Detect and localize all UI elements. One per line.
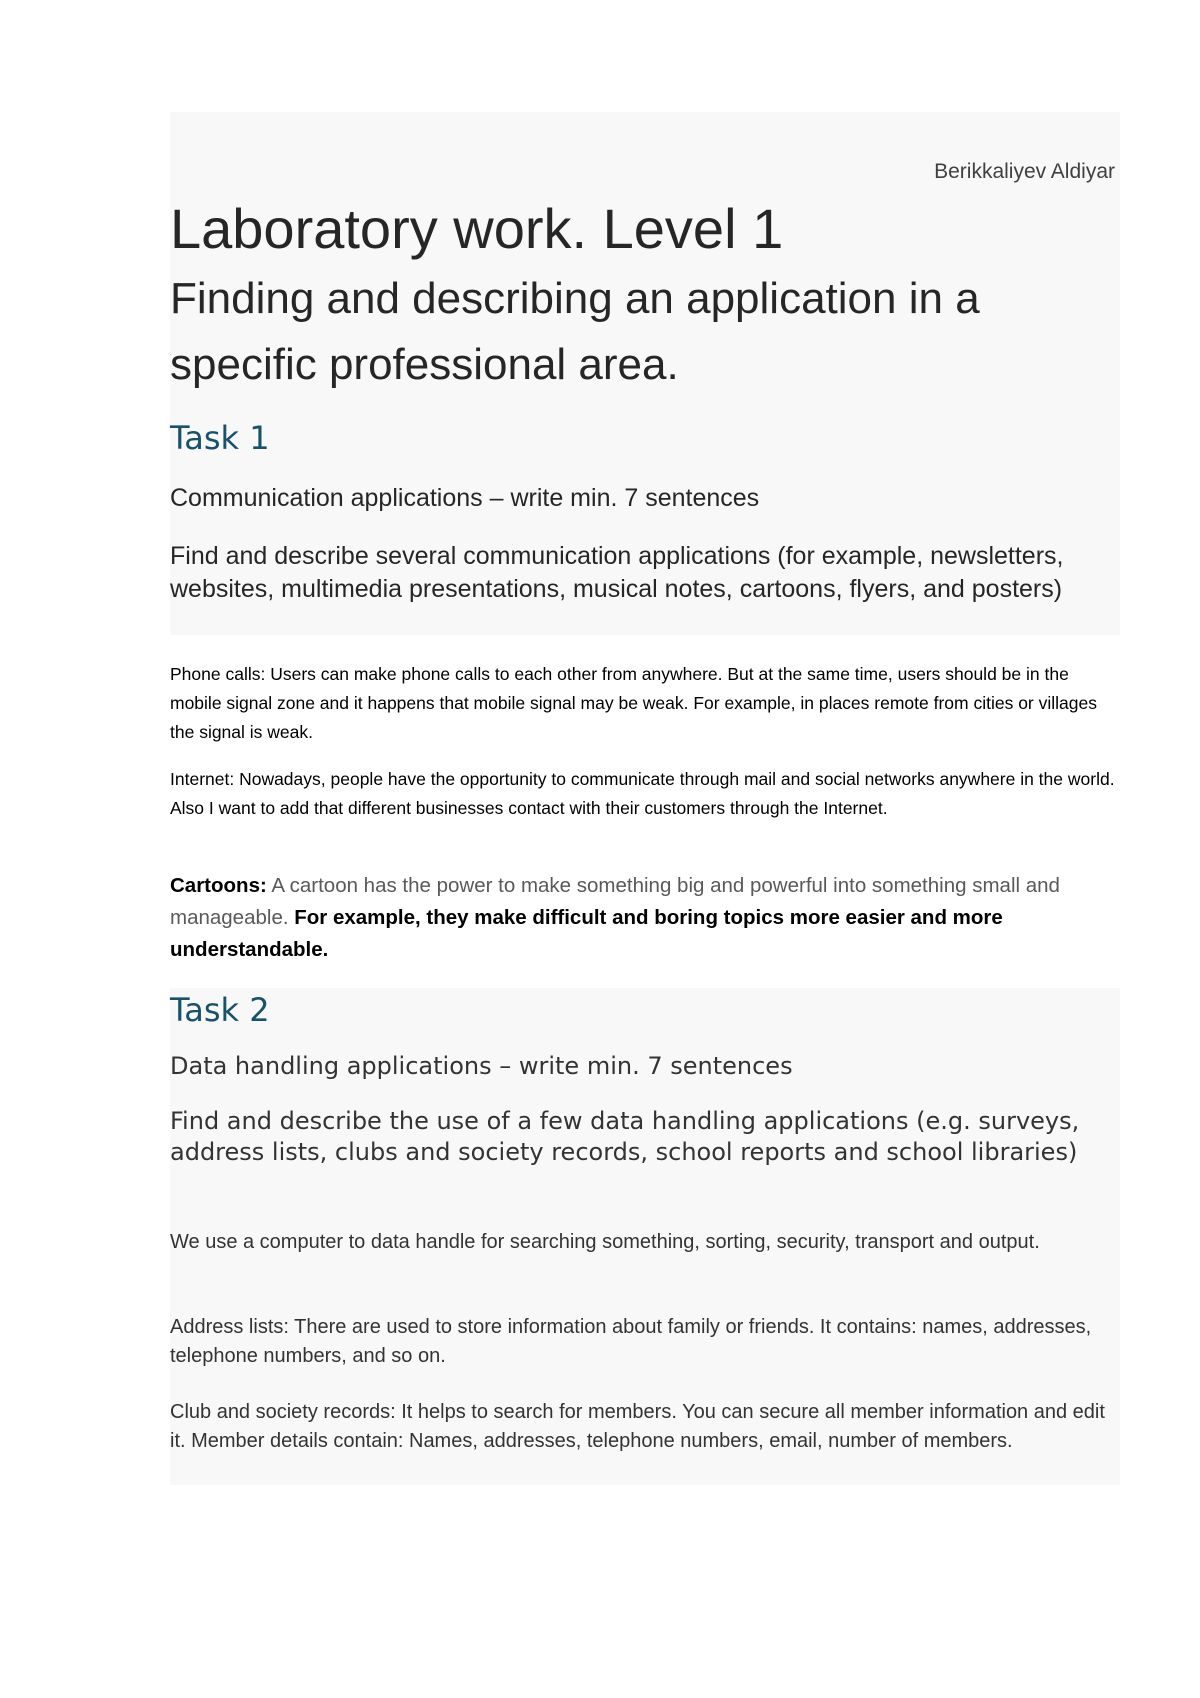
- task1-paragraph-internet: Internet: Nowadays, people have the opportunity to communicate through mail and social networks anywhere in the world. Also I want to add that different businesses contact with their customers through the Internet.: [170, 769, 1115, 818]
- task2-instruction: Find and describe the use of a few data handling applications (e.g. surveys, address lists, clubs and society records, school reports and school libraries): [170, 1107, 1080, 1166]
- cartoons-label: Cartoons:: [170, 874, 267, 897]
- task1-instruction: Find and describe several communication applications (for example, newsletters, websites, multimedia presentations, musical notes, cartoons, flyers, and posters): [170, 542, 1064, 603]
- task2-paragraph-data-handling: We use a computer to data handle for searching something, sorting, security, transport and output.: [170, 1231, 1040, 1253]
- task2-heading: Task 2: [170, 991, 270, 1029]
- task1-paragraph-phone-calls: Phone calls: Users can make phone calls to each other from anywhere. But at the same time, users should be in the mobile signal zone and it happens that mobile signal may be weak. For example, in places remote from cities or villages the signal is weak.: [170, 664, 1097, 742]
- document-title: Laboratory work. Level 1: [170, 197, 784, 260]
- task1-paragraph-cartoons: [170, 870, 1120, 966]
- task2-paragraph-club-records: Club and society records: It helps to search for members. You can secure all member information and edit it. Member details contain: Names, addresses, telephone numbers, email, number of members.: [170, 1401, 1105, 1452]
- task2-subheading: Data handling applications – write min. 7 sentences: [170, 1052, 793, 1080]
- author-name: Berikkaliyev Aldiyar: [934, 160, 1115, 183]
- document-subtitle: Finding and describing an application in a specific professional area.: [170, 274, 980, 389]
- task1-subheading: Communication applications – write min. 7 sentences: [170, 484, 760, 512]
- cartoons-text: A cartoon has the power to make something big and powerful into something small and manageable.: [170, 874, 1060, 929]
- task1-heading: Task 1: [170, 419, 270, 457]
- task2-paragraph-address-lists: Address lists: There are used to store information about family or friends. It contains: names, addresses, telephone numbers, and so on.: [170, 1316, 1092, 1367]
- cartoons-bold-text: For example, they make difficult and boring topics more easier and more understandable.: [170, 906, 1003, 961]
